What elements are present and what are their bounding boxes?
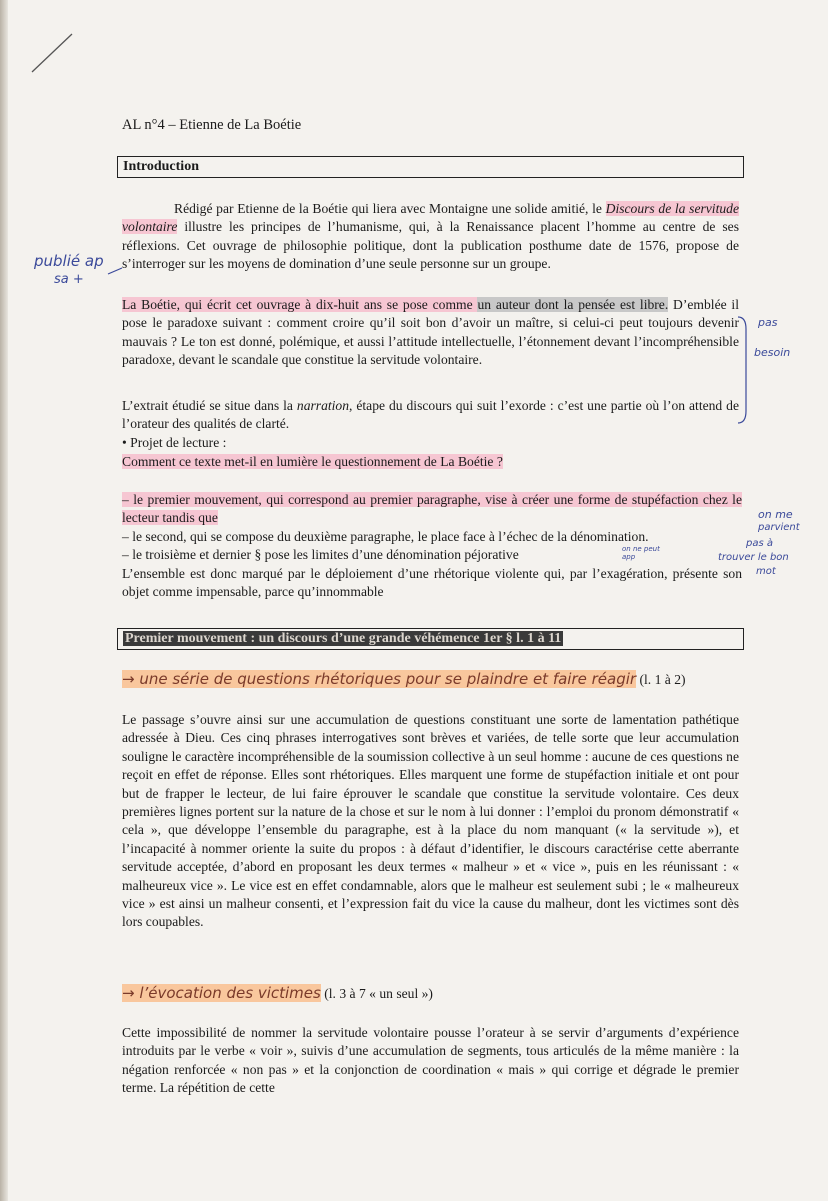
movement-1: – le premier mouvement, qui correspond au premier paragraphe, vise à créer une forme de stupéfaction chez le lecteur tandis que — [122, 492, 742, 526]
annotation-right: trouver le bon — [718, 552, 789, 563]
intro-paragraph-1 — [122, 200, 739, 274]
annotation-under: on ne peut — [622, 545, 660, 553]
section-title: Premier mouvement : un discours d’une grande véhémence 1er § l. 1 à 11 — [125, 631, 562, 646]
annotation-right: mot — [756, 566, 776, 577]
subheading-questions — [122, 670, 686, 688]
annotation-under: app — [622, 553, 636, 561]
section-box-introduction — [117, 156, 744, 178]
subheading-victims — [122, 984, 433, 1002]
intro-text: Rédigé par Etienne de la Boétie qui liera avec Montaigne une solide amitié, le — [174, 201, 606, 216]
intro-text: D’emblée il pose le paradoxe suivant : comment croire qu’il soit bon d’avoir un maître, si celui-ci peut toujours devenir mauvais ? Le ton est donné, polémique, et aussi l’attitude intellectuelle, l’étonnement devant l’incompréhensible paradoxe, devant le scandale que constitue la servitude volontaire. — [122, 297, 739, 368]
section-box-movement-1 — [117, 628, 744, 650]
movement-3: – le troisième et dernier § pose les limites d’une dénomination péjorative — [122, 547, 519, 563]
line-reference: (l. 1 à 2) — [636, 672, 686, 687]
annotation-published-2: sa + — [54, 272, 84, 287]
intro-text: illustre les principes de l’humanisme, qui, à la Renaissance placent l’homme au centre de ses réflexions. Cet ouvrage de philosophie politique, dont la publication posthume date de 1576, propose de s’interroger sur les moyens de domination d’une seule personne sur un groupe. — [122, 219, 739, 272]
intro-text: , étape du discours qui suit l’exorde : c’est une partie où l’on attend de l’orateur des qualités de clarté. — [122, 398, 739, 432]
movement-1-paragraph-2: Cette impossibilité de nommer la servitude volontaire pousse l’orateur à se servir d’arguments d’expérience introduits par le verbe « voir », suivis d’une accumulation de segments, tous articulés de la même manière : la négation renforcée « non pas » et la conjonction de coordination « mais » qui corrige et dégrade le premier terme. La répétition de cette — [122, 1025, 739, 1096]
page-edge — [0, 0, 8, 1201]
annotation-right: pas — [758, 316, 778, 329]
movement-summary: L’ensemble est donc marqué par le déploiement d’une rhétorique violente qui, par l’exagération, présente son objet comme impensable, parce qu’innommable — [122, 565, 742, 600]
intro-paragraph-2 — [122, 296, 739, 370]
section-title: Introduction — [123, 159, 199, 174]
intro-italic: narration — [296, 398, 350, 413]
annotation-right: besoin — [754, 346, 791, 359]
intro-text: L’extrait étudié se situe dans la — [122, 398, 297, 413]
highlight-free-thought: un auteur dont la pensée est libre. — [477, 297, 669, 312]
annotation-bracket — [736, 315, 750, 427]
annotation-right: on me — [758, 508, 793, 521]
problematic-question: Comment ce texte met-il en lumière le questionnement de La Boétie ? — [122, 454, 503, 469]
page-title: AL n°4 – Etienne de La Boétie — [122, 117, 302, 133]
intro-text: La Boétie, qui écrit cet ouvrage à dix-huit ans se pose comme — [122, 297, 478, 312]
annotation-published: publié ap — [34, 252, 104, 270]
line-reference: (l. 3 à 7 « un seul ») — [320, 986, 433, 1001]
annotation-right: parvient — [758, 522, 800, 533]
movement-2: – le second, qui se compose du deuxième paragraphe, le place face à l’échec de la dénomination. — [122, 528, 649, 544]
movement-1-paragraph-1: Le passage s’ouvre ainsi sur une accumulation de questions constituant une sorte de lamentation pathétique adressée à Dieu. Ces cinq phrases interrogatives sont brèves et variées, de telle sorte que leur accumulation souligne le caractère incompréhensible de la soumission collective à un seul homme : aucune de ces questions ne reçoit en effet de réponse. Elles sont rhétoriques. Elles marquent une forme de stupéfaction initiale et ont pour but de frapper le lecteur, de lui faire éprouver le scandale que constitue la servitude volontaire. Ces deux premières lignes portent sur la nature de la chose et sur le nom à lui donner : l’emploi du pronom démonstratif « cela », que développe l’ensemble du paragraphe, est à la place du nom manquant (« la servitude »), et l’incapacité à nommer oriente la suite du propos : à défaut d’identifier, le discours caractérise cette aberrante servitude acceptée, d’abord en proposant les deux termes « malheur » et « vice », puis en les réunissant : « malheureux vice ». Le vice est en effet condamnable, alors que le malheur est seulement subi ; le « malheureux vice » est ainsi un malheur consenti, et l’expression fait du vice la cause du malheur, dont les victimes sont dès lors coupables. — [122, 712, 739, 930]
pen-stroke-mark — [28, 28, 78, 78]
annotation-arrow — [106, 266, 124, 276]
intro-paragraph-3 — [122, 397, 739, 434]
subheading-text: → l’évocation des victimes — [122, 984, 321, 1002]
annotation-right: pas à — [746, 538, 773, 549]
reading-project-label: • Projet de lecture : — [122, 435, 227, 450]
subheading-text: → une série de questions rhétoriques pour se plaindre et faire réagir — [122, 670, 637, 688]
work-title: Discours de la servitude volontaire — [122, 201, 739, 235]
